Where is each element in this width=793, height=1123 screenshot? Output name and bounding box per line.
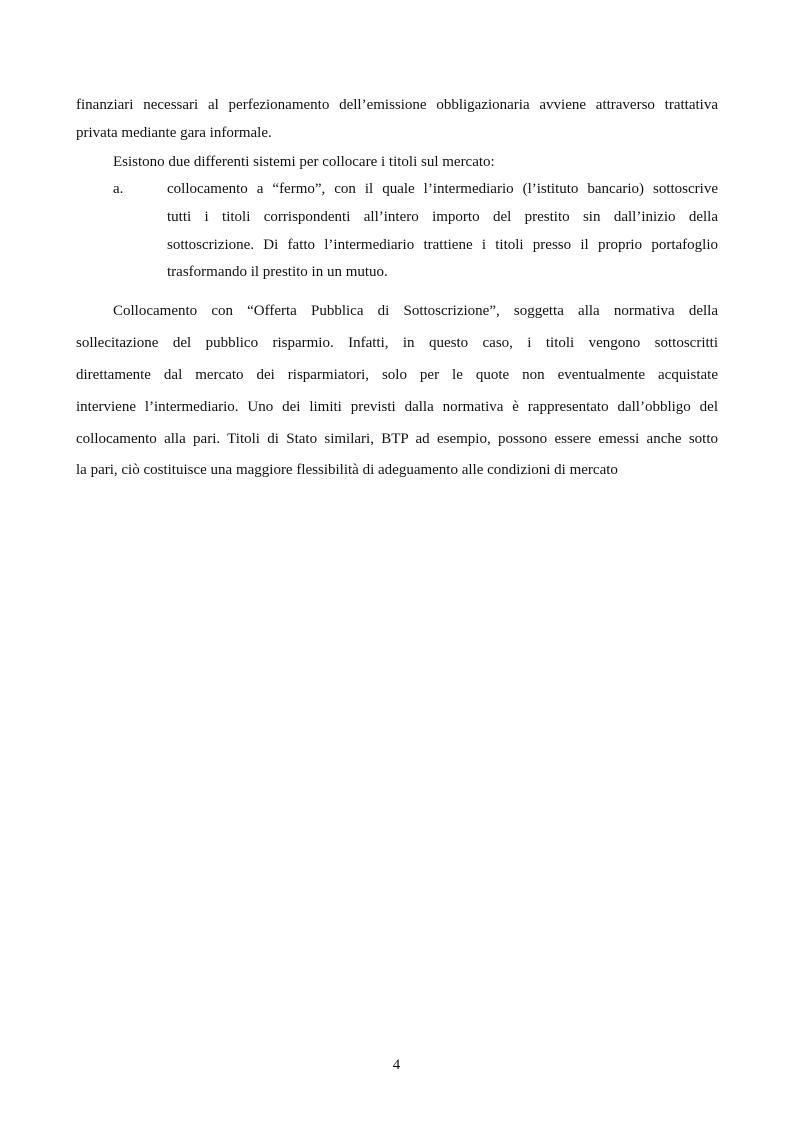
paragraph-line: direttamente dal mercato dei risparmiatori, solo per le quote non eventualmente acquistate [76, 367, 718, 383]
list-item-line: trasformando il prestito in un mutuo. [167, 264, 388, 280]
paragraph-line: sollecitazione del pubblico risparmio. Infatti, in questo caso, i titoli vengono sottoscritti [76, 335, 718, 351]
list-item-line: collocamento a “fermo”, con il quale l’intermediario (l’istituto bancario) sottoscrive [167, 181, 718, 197]
paragraph-line: interviene l’intermediario. Uno dei limiti previsti dalla normativa è rappresentato dall’obbligo del [76, 399, 718, 415]
text-line: Esistono due differenti sistemi per collocare i titoli sul mercato: [113, 154, 495, 170]
paragraph-line: Collocamento con “Offerta Pubblica di Sottoscrizione”, soggetta alla normativa della [113, 303, 718, 319]
text-line: finanziari necessari al perfezionamento dell’emissione obbligazionaria avviene attraverso trattativa [76, 97, 718, 113]
text-line: privata mediante gara informale. [76, 125, 272, 141]
page-number: 4 [392, 1057, 401, 1073]
list-item-line: sottoscrizione. Di fatto l’intermediario trattiene i titoli presso il proprio portafoglio [167, 237, 718, 253]
list-item-line: tutti i titoli corrispondenti all’intero importo del prestito sin dall’inizio della [167, 209, 718, 225]
list-marker: a. [113, 181, 124, 197]
paragraph-line: la pari, ciò costituisce una maggiore flessibilità di adeguamento alle condizioni di mercato [76, 462, 618, 478]
paragraph-line: collocamento alla pari. Titoli di Stato similari, BTP ad esempio, possono essere emessi anche sotto [76, 431, 718, 447]
